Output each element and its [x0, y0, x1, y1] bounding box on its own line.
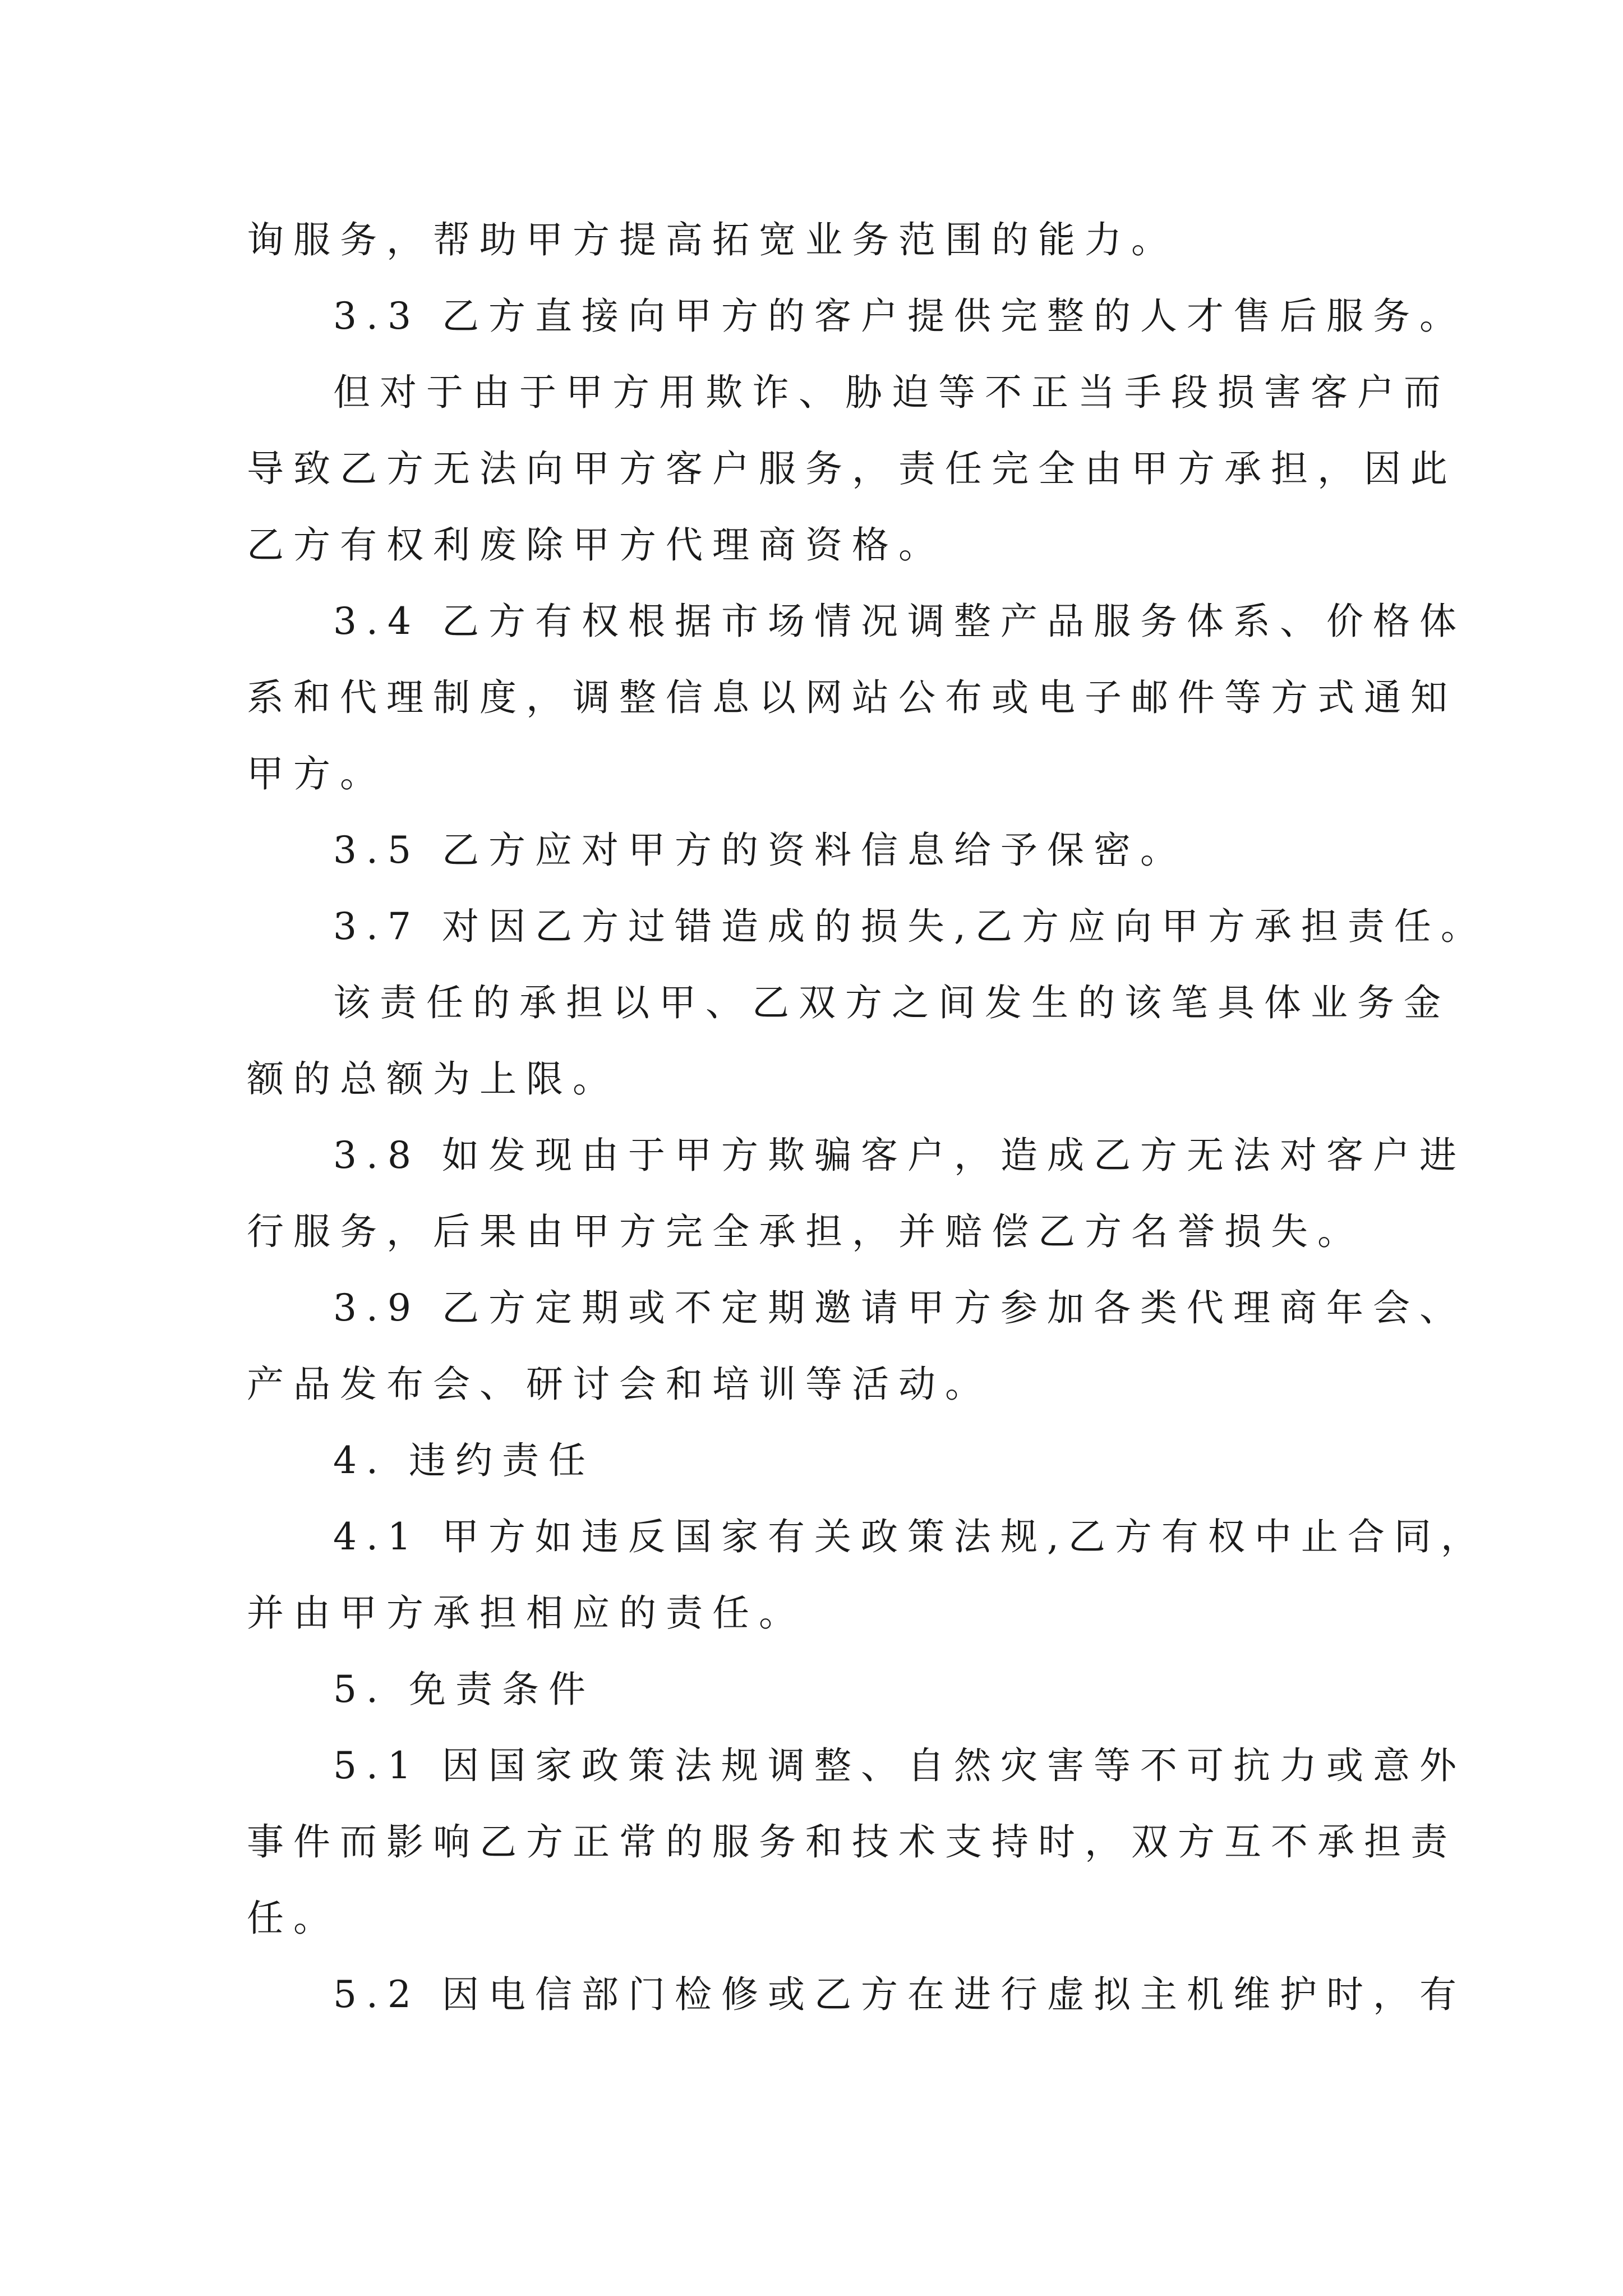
- text-line: 产品发布会、研讨会和培训等活动。: [247, 1363, 992, 1406]
- clause-3-7: 3.7 对因乙方过错造成的损失,乙方应向甲方承担责任。: [333, 905, 1487, 948]
- clause-3-5: 3.5 乙方应对甲方的资料信息给予保密。: [333, 829, 1187, 872]
- section-heading-4: 4. 违约责任: [333, 1439, 595, 1482]
- section-heading-5: 5. 免责条件: [333, 1668, 595, 1711]
- text-line: 事件而影响乙方正常的服务和技术支持时，双方互不承担责: [247, 1820, 1457, 1864]
- text-line: 任。: [247, 1897, 340, 1940]
- clause-3-3: 3.3 乙方直接向甲方的客户提供完整的人才售后服务。: [333, 295, 1466, 338]
- text-line: 行服务，后果由甲方完全承担，并赔偿乙方名誉损失。: [247, 1210, 1364, 1253]
- clause-5-1: 5.1 因国家政策法规调整、自然灾害等不可抗力或意外: [333, 1744, 1466, 1787]
- clause-3-8: 3.8 如发现由于甲方欺骗客户，造成乙方无法对客户进: [333, 1134, 1466, 1177]
- text-line: 询服务，帮助甲方提高拓宽业务范围的能力。: [247, 218, 1178, 261]
- text-line: 导致乙方无法向甲方客户服务，责任完全由甲方承担，因此: [247, 447, 1457, 490]
- text-line: 系和代理制度，调整信息以网站公布或电子邮件等方式通知: [247, 676, 1457, 719]
- text-line: 该责任的承担以甲、乙双方之间发生的该笔具体业务金: [333, 981, 1450, 1024]
- text-line: 但对于由于甲方用欺诈、胁迫等不正当手段损害客户而: [333, 371, 1450, 414]
- clause-3-4: 3.4 乙方有权根据市场情况调整产品服务体系、价格体: [333, 600, 1466, 643]
- text-line: 额的总额为上限。: [247, 1057, 619, 1101]
- text-line: 甲方。: [247, 752, 386, 795]
- clause-3-9: 3.9 乙方定期或不定期邀请甲方参加各类代理商年会、: [333, 1286, 1466, 1329]
- text-line: 并由甲方承担相应的责任。: [247, 1591, 805, 1635]
- clause-4-1: 4.1 甲方如违反国家有关政策法规,乙方有权中止合同，: [333, 1515, 1487, 1558]
- clause-5-2: 5.2 因电信部门检修或乙方在进行虚拟主机维护时，有: [333, 1973, 1466, 2016]
- text-line: 乙方有权利废除甲方代理商资格。: [247, 523, 945, 567]
